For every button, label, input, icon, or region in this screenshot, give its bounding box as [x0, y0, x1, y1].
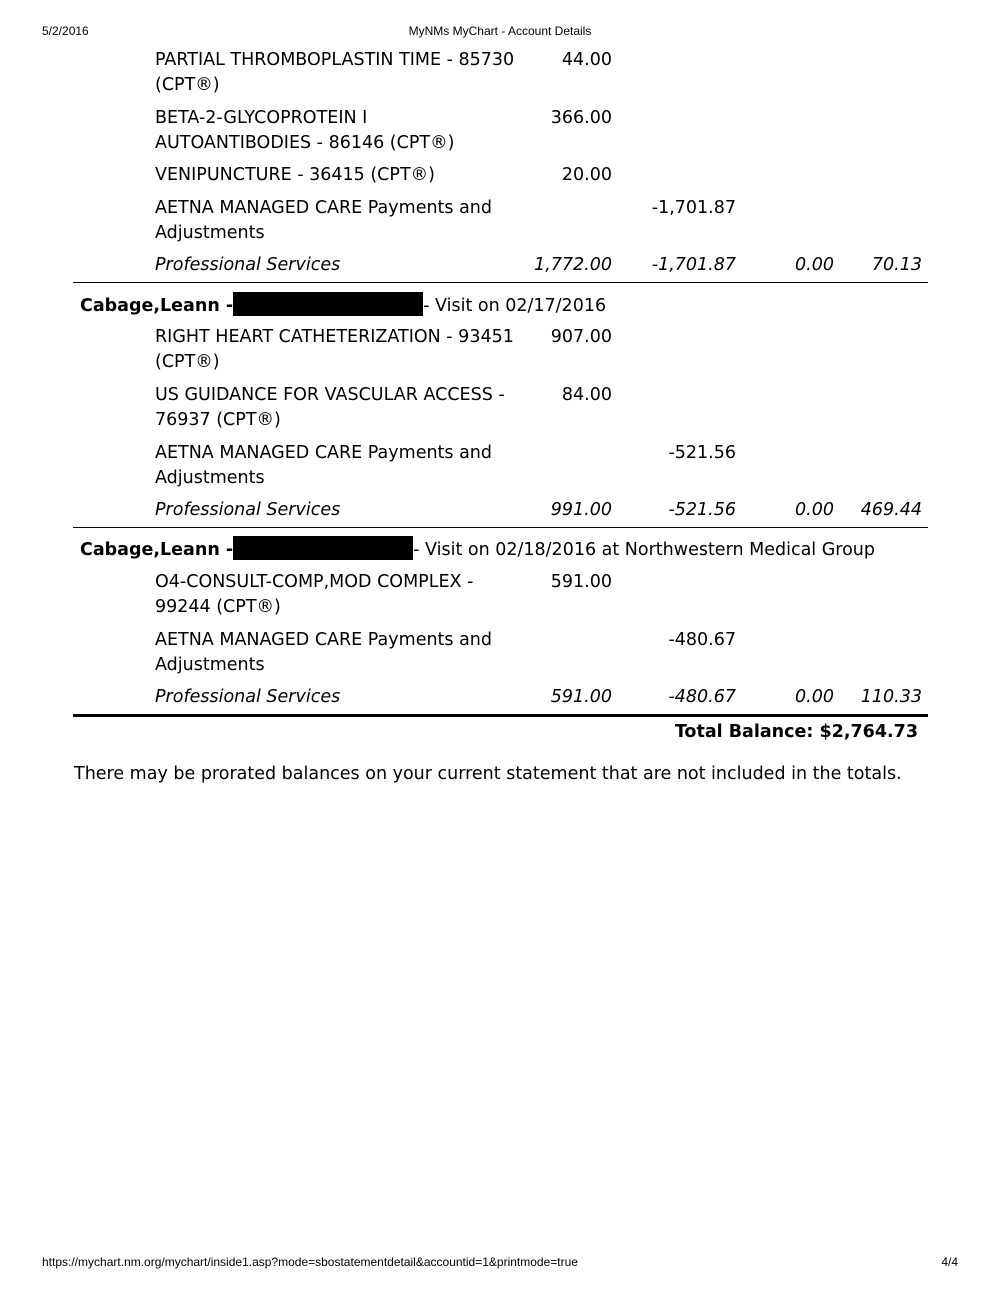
- item-payment: -521.56: [668, 443, 736, 463]
- subtotal-col3: 0.00: [795, 687, 834, 707]
- total-balance: Total Balance: $2,764.73: [674, 722, 918, 742]
- subtotal-balance: 70.13: [871, 255, 922, 275]
- item-description: AETNA MANAGED CARE Payments and Adjustments: [155, 198, 493, 243]
- redaction-block: [233, 536, 413, 560]
- print-page-number: 4/4: [941, 1255, 958, 1269]
- subtotal-label: Professional Services: [155, 500, 341, 520]
- item-payment: -480.67: [668, 630, 736, 650]
- subtotal-charges: 591.00: [550, 687, 612, 707]
- item-description: O4-CONSULT-COMP,MOD COMPLEX - 99244 (CPT®): [155, 572, 474, 617]
- print-date: 5/2/2016: [42, 24, 89, 38]
- item-description: AETNA MANAGED CARE Payments and Adjustments: [155, 630, 493, 675]
- item-description: PARTIAL THROMBOPLASTIN TIME - 85730 (CPT®): [155, 50, 515, 95]
- redaction-block: [233, 292, 423, 316]
- item-charge: 44.00: [561, 50, 612, 70]
- visit-header: [80, 536, 875, 563]
- subtotal-charges: 991.00: [550, 500, 612, 520]
- item-charge: 591.00: [550, 572, 612, 592]
- subtotal-col3: 0.00: [795, 500, 834, 520]
- total-divider: [73, 714, 928, 717]
- print-title: MyNMs MyChart - Account Details: [408, 24, 592, 38]
- item-description: RIGHT HEART CATHETERIZATION - 93451 (CPT®): [155, 327, 514, 372]
- subtotal-payments: -1,701.87: [651, 255, 736, 275]
- visit-info: - Visit on 02/18/2016 at Northwestern Medical Group: [413, 540, 876, 560]
- item-charge: 20.00: [561, 165, 612, 185]
- subtotal-label: Professional Services: [155, 255, 341, 275]
- subtotal-payments: -521.56: [668, 500, 736, 520]
- print-url: https://mychart.nm.org/mychart/inside1.asp?mode=sbostatementdetail&accountid=1&printmode=true: [42, 1255, 578, 1269]
- subtotal-col3: 0.00: [795, 255, 834, 275]
- item-description: AETNA MANAGED CARE Payments and Adjustments: [155, 443, 493, 488]
- subtotal-payments: -480.67: [668, 687, 736, 707]
- item-charge: 907.00: [550, 327, 612, 347]
- patient-name: Cabage,Leann -: [80, 296, 234, 316]
- item-charge: 84.00: [561, 385, 612, 405]
- subtotal-charges: 1,772.00: [534, 255, 612, 275]
- item-description: US GUIDANCE FOR VASCULAR ACCESS - 76937 (CPT®): [155, 385, 505, 430]
- visit-info: - Visit on 02/17/2016: [423, 296, 607, 316]
- prorated-note: There may be prorated balances on your current statement that are not included in the totals.: [74, 764, 902, 784]
- item-payment: -1,701.87: [651, 198, 736, 218]
- subtotal-balance: 110.33: [860, 687, 922, 707]
- divider: [73, 527, 928, 528]
- patient-name: Cabage,Leann -: [80, 540, 234, 560]
- divider: [73, 282, 928, 283]
- item-charge: 366.00: [550, 108, 612, 128]
- item-description: BETA-2-GLYCOPROTEIN I AUTOANTIBODIES - 86146 (CPT®): [155, 108, 455, 153]
- item-description: VENIPUNCTURE - 36415 (CPT®): [155, 165, 435, 185]
- subtotal-balance: 469.44: [860, 500, 922, 520]
- visit-header: [80, 292, 606, 319]
- subtotal-label: Professional Services: [155, 687, 341, 707]
